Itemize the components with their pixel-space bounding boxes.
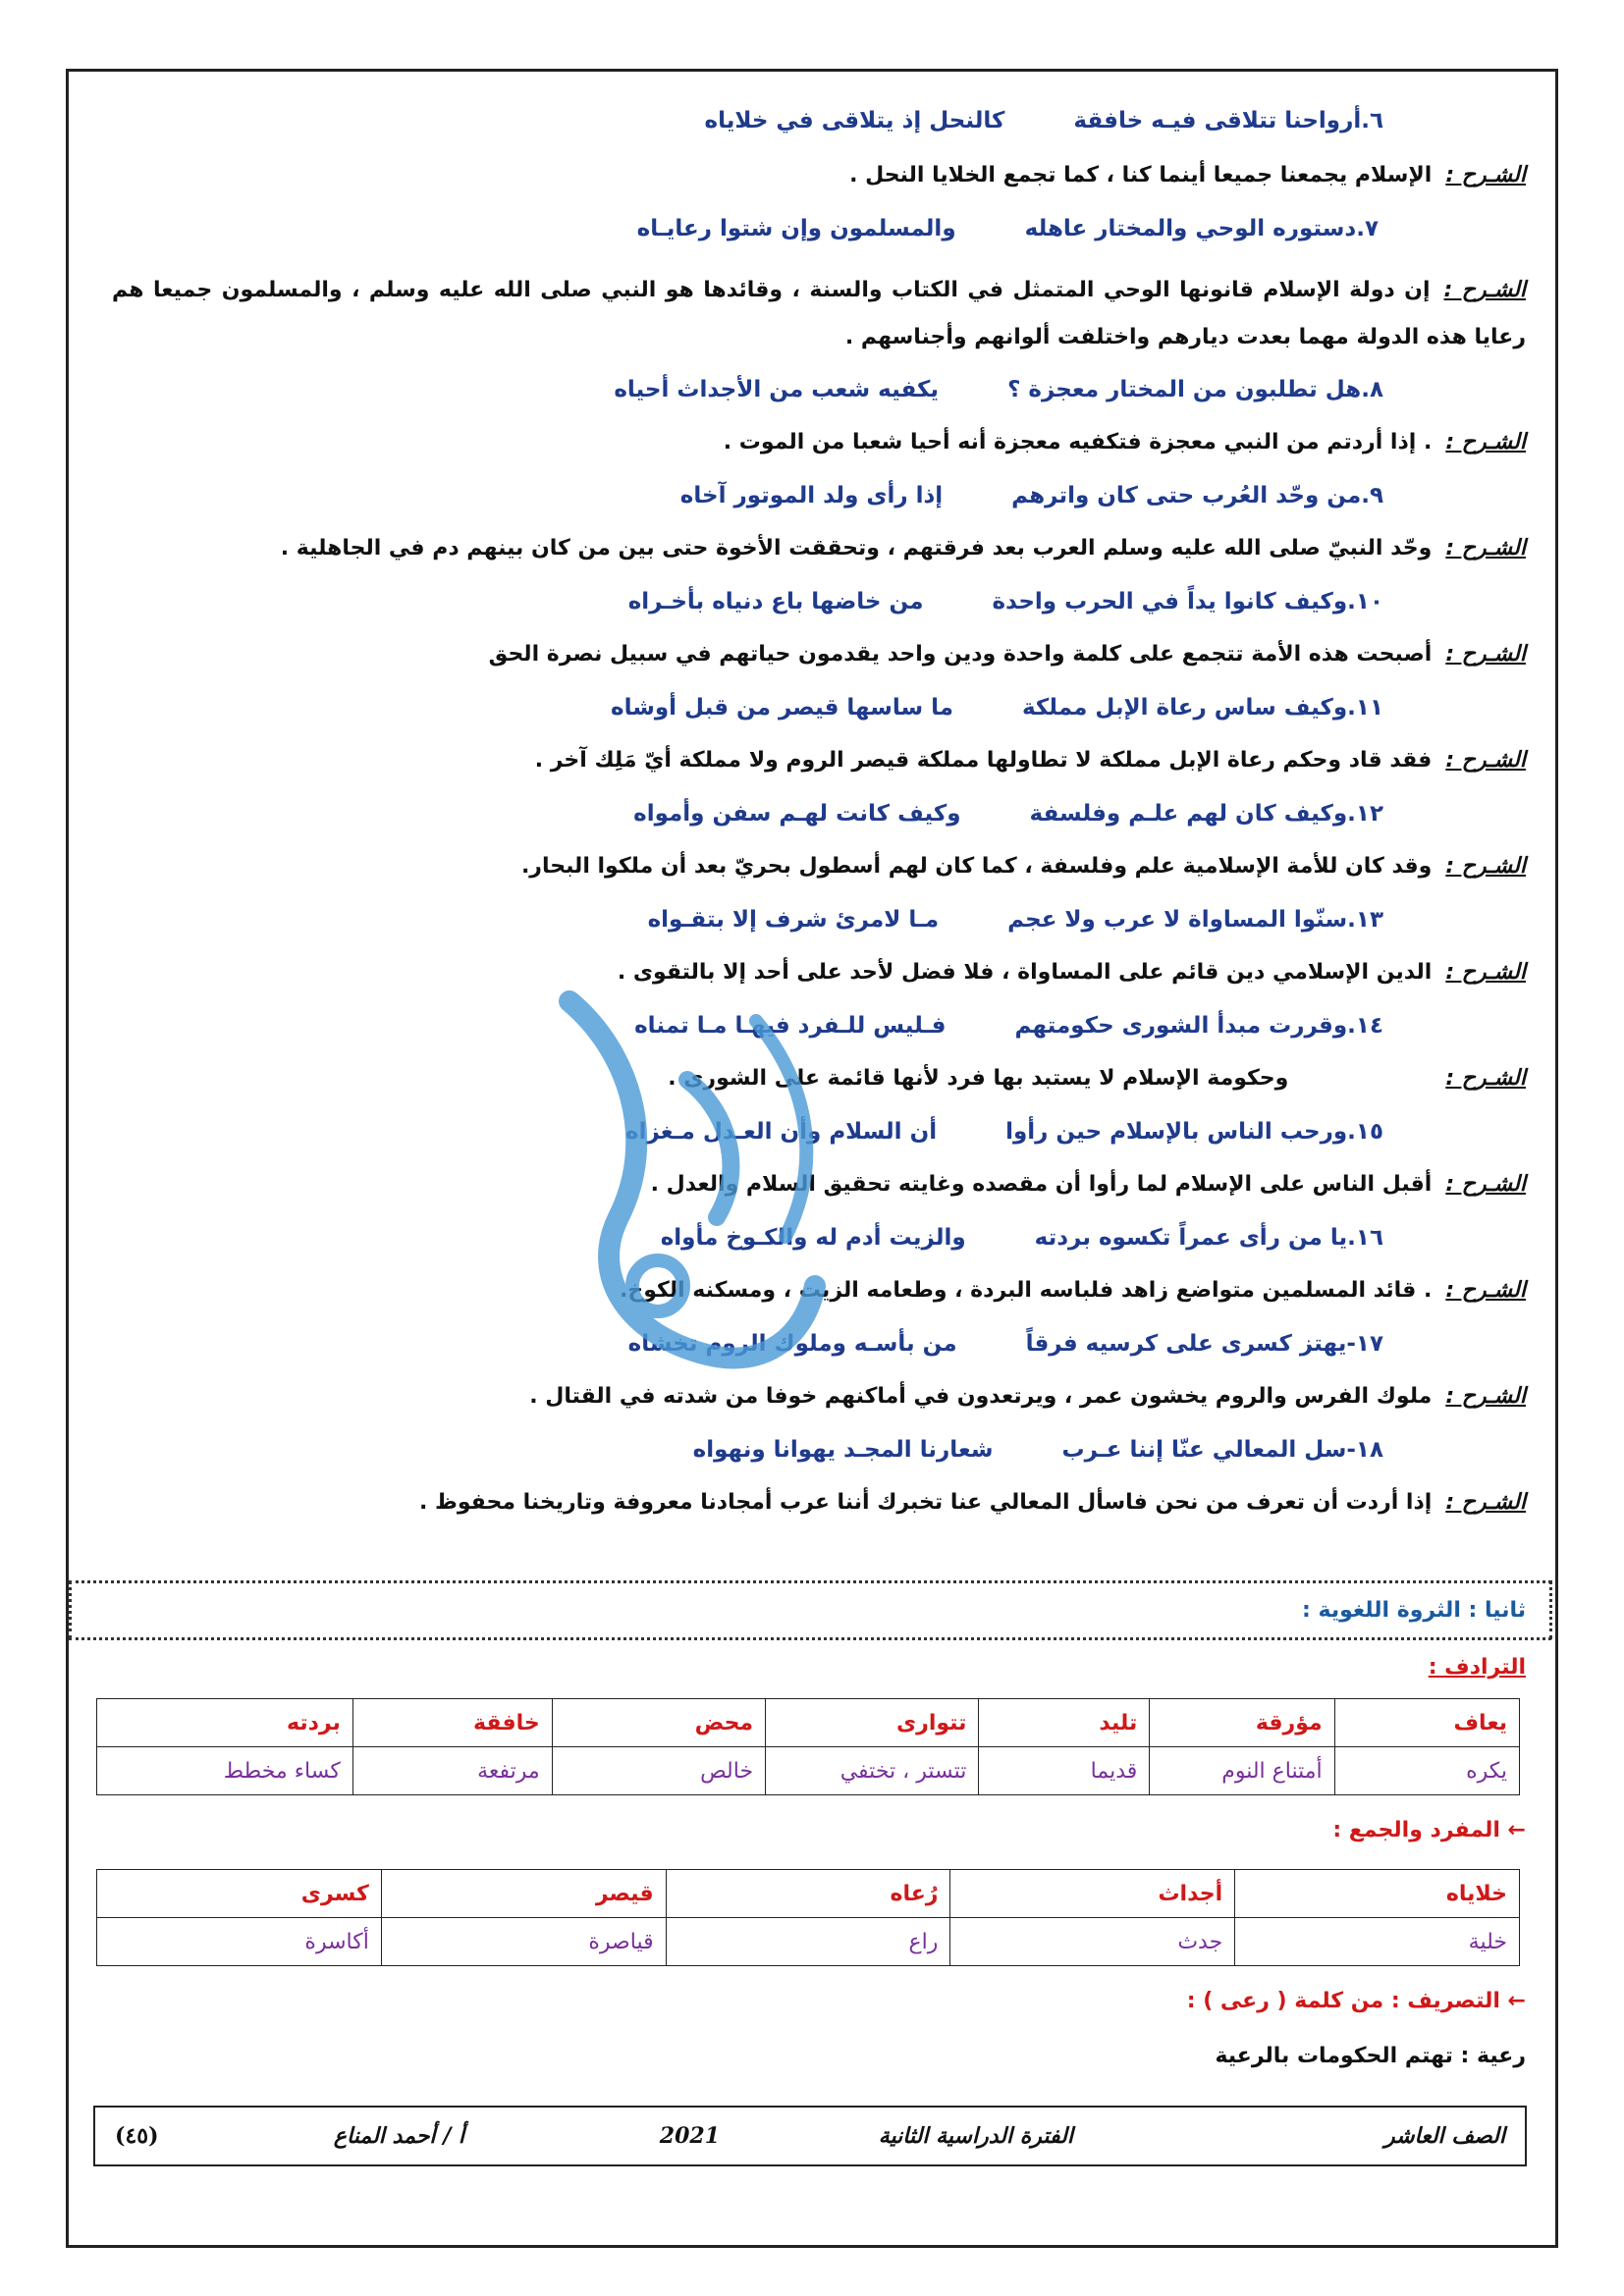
lugha-title: ثانيا : الثروة اللغوية : <box>1302 1598 1526 1623</box>
footer-year: 2021 <box>659 2123 720 2149</box>
tasrif-title: ← التصريف : من كلمة ( رعى ) : <box>1186 1989 1526 2013</box>
verse-16: ١٦.يا من رأى عمراً تكسوه بردتهوالزيت أدم له والكـوخ مأواه <box>660 1225 1383 1251</box>
plurals-table <box>96 1869 1520 1966</box>
explanation-18: الشـرح :إذا أردت أن تعرف من نحن فاسأل المعالي عنا تخبرك أننا عرب أمجادنا معروفة وتاريخنا محفوظ . <box>418 1490 1526 1515</box>
verse-11: ١١.وكيف ساس رعاة الإبل مملكةما ساسها قيصر من قبل أوشاه <box>611 695 1383 721</box>
verse-6: ٦.أرواحنا تتلاقى فيـه خافقةكالنحل إذ يتلاقى في خلاياه <box>704 108 1383 133</box>
table-cell: يكره <box>1334 1747 1519 1795</box>
table-cell: تليد <box>979 1699 1150 1747</box>
table-cell: رُعاه <box>666 1870 950 1918</box>
synonyms-title: الترادف : <box>1428 1655 1526 1680</box>
explanation-12: الشـرح :وقد كان للأمة الإسلامية علم وفلسفة ، كما كان لهم أسطول بحريّ بعد أن ملكوا البحار. <box>520 854 1526 879</box>
dotted-divider-right <box>1549 1580 1552 1639</box>
table-cell: خلية <box>1235 1918 1520 1966</box>
verse-8: ٨.هل تطلبون من المختار معجزة ؟يكفيه شعب من الأجداث أحياه <box>614 377 1383 402</box>
table-cell: جدث <box>950 1918 1235 1966</box>
dotted-divider-bottom <box>69 1637 1551 1640</box>
footer-grade: الصف العاشر <box>1383 2123 1505 2149</box>
explanation-14: الشـرح :وحكومة الإسلام لا يستبد بها فرد لأنها قائمة على الشورى . <box>668 1066 1526 1091</box>
explanation-17: الشـرح :ملوك الفرس والروم يخشون عمر ، ويرتعدون في أماكنهم خوفا من شدته في القتال . <box>529 1384 1526 1409</box>
tasrif-example: رعية : تهتم الحكومات بالرعية <box>1215 2044 1526 2068</box>
verse-13: ١٣.سنّوا المساواة لا عرب ولا عجممـا لامرئ شرف إلا بتقـواه <box>647 907 1383 933</box>
verse-18: ١٨-سل المعالي عنّا إننا عـربشعارنا المجـد يهوانا ونهواه <box>692 1437 1383 1463</box>
explanation-15: الشـرح :أقبل الناس على الإسلام لما رأوا أن مقصده وغايته تحقيق السلام والعدل . <box>650 1172 1526 1197</box>
verse-14: ١٤.وقررت مبدأ الشورى حكومتهمفـليس للـفرد فيهـا مـا تمناه <box>634 1013 1383 1039</box>
table-cell: مؤرقة <box>1150 1699 1334 1747</box>
dotted-divider-left <box>69 1580 72 1639</box>
table-row <box>97 1918 1520 1966</box>
table-cell: قيصر <box>381 1870 666 1918</box>
table-cell: يعاف <box>1334 1699 1519 1747</box>
table-row <box>97 1870 1520 1918</box>
signature-watermark-icon <box>511 962 884 1414</box>
table-cell: قديما <box>979 1747 1150 1795</box>
explanation-9: الشـرح :وحّد النبيّ صلى الله عليه وسلم العرب بعد فرقتهم ، وتحققت الأخوة حتى بين من كان بينهم دم في الجاهلية . <box>280 536 1526 561</box>
table-cell: محض <box>552 1699 765 1747</box>
footer-teacher: أ / أحمد المناع <box>333 2123 464 2149</box>
table-cell: تتوارى <box>766 1699 979 1747</box>
verse-9: ٩.من وحّد العُرب حتى كان واترهمإذا رأى ولد الموتور آخاه <box>679 483 1383 508</box>
verse-7: ٧.دستوره الوحي والمختار عاهلهوالمسلمون وإن شتوا رعايـاه <box>636 216 1379 241</box>
verse-17: ١٧-يهتز كسرى على كرسيه فرقاًمن بأسـه وملوك الروم تخشاه <box>627 1331 1383 1357</box>
table-cell: أمتناع النوم <box>1150 1747 1334 1795</box>
verse-12: ١٢.وكيف كان لهم علـم وفلسفةوكيف كانت لهـم سفن وأمواه <box>633 801 1383 827</box>
explanation-8: الشـرح :. إذا أردتم من النبي معجزة فتكفيه معجزة أنه أحيا شعبا من الموت . <box>723 430 1526 454</box>
explanation-16: الشـرح :. قائد المسلمين متواضع زاهد فلباسه البردة ، وطعامه الزيت ، ومسكنه الكوخ. <box>620 1278 1526 1303</box>
table-cell: بردته <box>97 1699 353 1747</box>
explanation-6: الشـرح :الإسلام يجمعنا جميعا أينما كنا ، كما تجمع الخلايا النحل . <box>849 163 1526 187</box>
verse-10: ١٠.وكيف كانوا يداً في الحرب واحدةمن خاضها باع دنياه بأخـراه <box>627 589 1383 614</box>
synonyms-table <box>96 1698 1520 1795</box>
page-footer <box>93 2106 1527 2166</box>
table-cell: خافقة <box>352 1699 552 1747</box>
table-row <box>97 1699 1520 1747</box>
table-cell: خلاياه <box>1235 1870 1520 1918</box>
plurals-title: ← المفرد والجمع : <box>1332 1818 1526 1842</box>
verse-15: ١٥.ورحب الناس بالإسلام حين رأواأن السلام وأن العـدل مـغزاه <box>625 1119 1383 1145</box>
table-cell: مرتفعة <box>352 1747 552 1795</box>
footer-page-number: (٤٥) <box>115 2123 159 2149</box>
table-cell: كسرى <box>97 1870 382 1918</box>
table-cell: أجداث <box>950 1870 1235 1918</box>
table-cell: أكاسرة <box>97 1918 382 1966</box>
dotted-divider-top <box>69 1580 1551 1583</box>
table-cell: راع <box>666 1918 950 1966</box>
table-cell: كساء مخطط <box>97 1747 353 1795</box>
explanation-7: الشـرح :إن دولة الإسلام قانونها الوحي المتمثل في الكتاب والسنة ، وقائدها هو النبي صلى الله عليه وسلم ، والمسلمون جميعا هم رعايا هذه الدولة مهما بعدت ديارهم واختلفت ألوانهم وأجناسهم . <box>112 278 1527 349</box>
table-cell: قياصرة <box>381 1918 666 1966</box>
table-cell: خالص <box>552 1747 765 1795</box>
explanation-11: الشـرح :فقد قاد وحكم رعاة الإبل مملكة لا تطاولها مملكة قيصر الروم ولا مملكة أيّ مَلِك آخر . <box>534 748 1526 773</box>
table-row <box>97 1747 1520 1795</box>
explanation-13: الشـرح :الدين الإسلامي دين قائم على المساواة ، فلا فضل لأحد على أحد إلا بالتقوى . <box>617 960 1526 985</box>
table-cell: تتستر ، تختفي <box>766 1747 979 1795</box>
explanation-10: الشـرح :أصبحت هذه الأمة تتجمع على كلمة واحدة ودين واحد يقدمون حياتهم في سبيل نصرة الحق <box>488 642 1526 667</box>
footer-term: الفترة الدراسية الثانية <box>878 2123 1073 2149</box>
